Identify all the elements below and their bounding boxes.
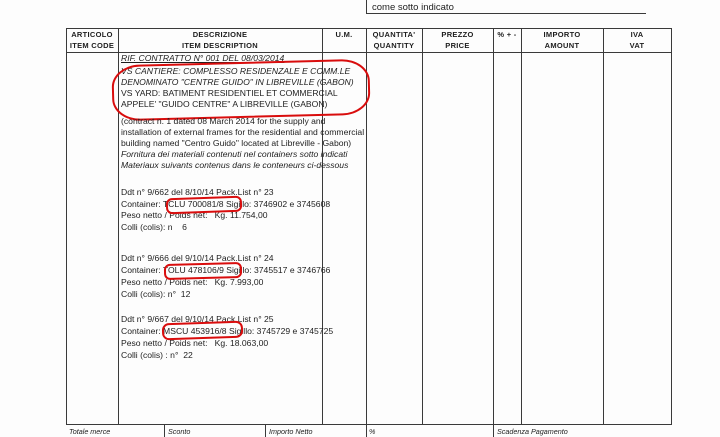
header-description — [118, 29, 322, 51]
header-text: ITEM CODE — [69, 41, 115, 50]
supply-fr-line: Materiaux suivants contenus dans le conteneurs ci-dessous — [121, 160, 349, 170]
footer-due-label: Scadenza Pagamento — [497, 427, 568, 436]
packages-value: 22 — [183, 350, 193, 360]
container-label: Container: — [121, 265, 163, 275]
red-annotation-circle — [111, 59, 370, 122]
contract-en-line-3: building named "Centro Guido" located at Libreville - Gabon) — [121, 138, 352, 148]
site-fr-line-1: VS YARD: BATIMENT RESIDENTIEL ET COMMERCIAL — [121, 88, 338, 98]
footer-sep — [366, 424, 367, 437]
header-um — [322, 29, 366, 40]
seals: Sigillo: 3746902 e 3745608 — [223, 199, 331, 209]
shipment-2-ddt: Ddt n° 9/666 del 9/10/14 Pack.List n° 24 — [121, 253, 274, 263]
seals: Sigillo: 3745517 e 3746766 — [223, 265, 331, 275]
header-text: % + - — [497, 30, 517, 39]
header-text: DESCRIZIONE — [192, 30, 248, 39]
packages-value: 6 — [182, 222, 187, 232]
header-text: QUANTITY — [373, 41, 415, 50]
header-text: VAT — [629, 41, 645, 50]
red-annotation-circle — [166, 196, 243, 215]
header-text: U.M. — [335, 30, 353, 39]
red-annotation-circle — [162, 321, 244, 341]
weight-label: Peso netto / Poids net: — [121, 338, 208, 348]
red-annotation-circle — [164, 262, 242, 280]
seals: Sigillo: 3745729 e 3745725 — [226, 326, 334, 336]
container-label: Container: — [121, 199, 163, 209]
packages-label: Colli (colis): n — [121, 222, 173, 232]
weight-value: Kg. 7.993,00 — [214, 277, 264, 287]
header-text: PRICE — [445, 41, 470, 50]
footer-discount-label: Sconto — [168, 427, 191, 436]
top-rule — [366, 0, 367, 14]
packages-label: Colli (colis): n° — [121, 289, 177, 299]
contract-reference: RIF. CONTRATTO N° 001 DEL 08/03/2014 — [121, 53, 285, 63]
col-line-4 — [422, 28, 423, 424]
header-text: IMPORTO — [543, 30, 581, 39]
container-label: Container: — [121, 326, 164, 336]
footer-sep — [164, 424, 165, 437]
shipment-3-packages — [121, 350, 193, 361]
footer-sep — [493, 424, 494, 437]
header-percent — [493, 29, 521, 40]
col-line-5 — [493, 28, 494, 424]
shipment-1-packages — [121, 222, 187, 233]
container-id: MSCU 453916/8 — [163, 326, 227, 336]
header-amount — [521, 29, 603, 51]
shipment-3-ddt: Ddt n° 9/667 del 9/10/14 Pack.List n° 25 — [121, 314, 274, 324]
header-text: ARTICOLO — [71, 30, 113, 39]
weight-value: Kg. 11.754,00 — [214, 210, 268, 220]
shipment-1-ddt: Ddt n° 9/662 del 8/10/14 Pack.List n° 23 — [121, 187, 274, 197]
footer-net-label: Importo Netto — [269, 427, 313, 436]
header-text: IVA — [630, 30, 644, 39]
packages-label: Colli (colis) : n° — [121, 350, 179, 360]
site-fr-line-2: APPELE' "GUIDO CENTRE" A LIBREVILLE (GABON) — [121, 99, 328, 109]
weight-label: Peso netto / Poids net: — [121, 210, 208, 220]
col-line-7 — [603, 28, 604, 424]
contract-en-line-1: (contract n. 1 dated 08 March 2014 for the supply and — [121, 116, 326, 126]
container-id: TCLU 700081/8 — [162, 199, 224, 209]
footer-total-label: Totale merce — [69, 427, 111, 436]
contract-en-line-2: installation of external frames for the residential and commercial — [121, 127, 365, 137]
weight-value: Kg. 18.063,00 — [214, 338, 269, 348]
header-text: ITEM DESCRIPTION — [181, 41, 259, 50]
header-text: QUANTITA' — [372, 30, 416, 39]
header-price — [422, 29, 493, 51]
supply-it-line: Fornitura dei materiali contenuti nel containers sotto indicati — [121, 149, 348, 159]
header-quantity — [366, 29, 422, 51]
header-item-code — [66, 29, 118, 51]
col-line-right — [671, 28, 672, 424]
site-it-line-2: DENOMINATO "CENTRE GUIDO" IN LIBREVILLE (GABON) — [121, 77, 354, 87]
header-vat — [603, 29, 671, 51]
weight-label: Peso netto / Poids net: — [121, 277, 208, 287]
shipment-2-packages — [121, 289, 190, 300]
shipment-3-weight — [121, 338, 268, 349]
header-text: AMOUNT — [544, 41, 580, 50]
col-line-6 — [521, 28, 522, 424]
top-note: come sotto indicato — [372, 2, 454, 13]
col-line-left — [66, 28, 67, 424]
header-text: PREZZO — [441, 30, 474, 39]
packages-value: 12 — [180, 289, 191, 299]
footer-sep — [265, 424, 266, 437]
container-id: TOLU 478106/9 — [162, 265, 224, 275]
top-rule-h — [366, 13, 646, 14]
footer-top-border — [66, 424, 672, 425]
site-it-line-1: VS CANTIERE: COMPLESSO RESIDENZALE E COMM.LE — [121, 66, 351, 76]
footer-percent-label: % — [369, 427, 376, 436]
